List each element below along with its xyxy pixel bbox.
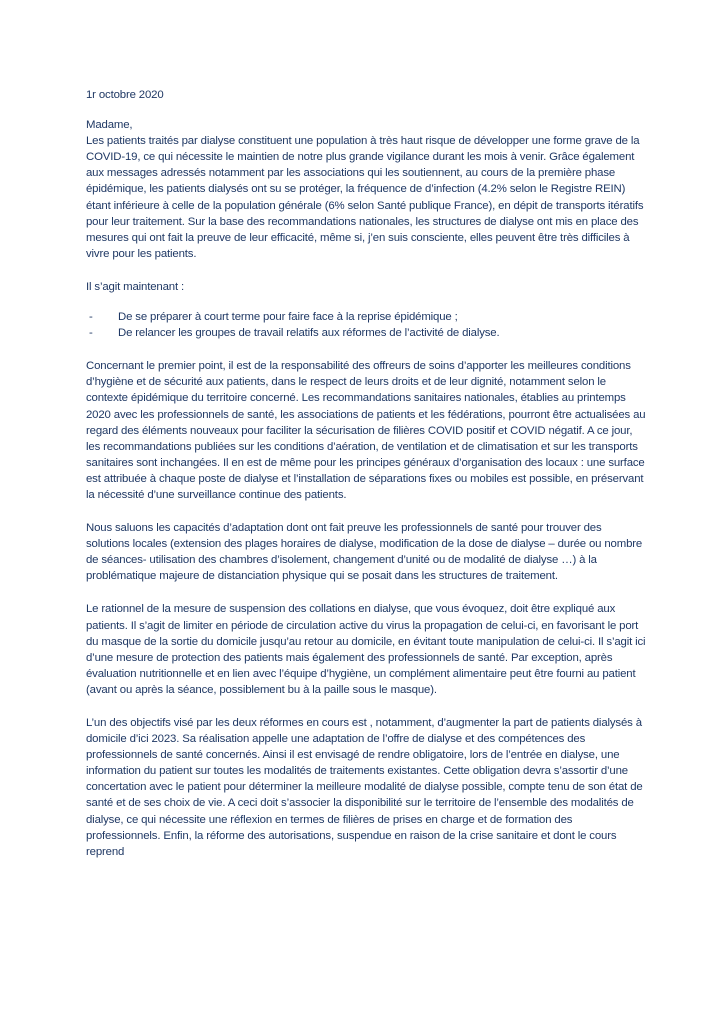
paragraph-lead-in: Il s’agit maintenant : xyxy=(86,280,185,293)
paragraph-collations: Le rationnel de la mesure de suspension des collations en dialyse, que vous évoquez, doit être expliqué aux patients. Il s’agit de limiter en période de circulation active du virus la propagation de celui-ci, en favorisant le port du masque de la sortie du domicile jusqu’au retour au domicile, en évitant toute manipulation de celui-ci. Il s’agit ici d’une mesure de protection des patients mais également des professionnels de santé. Par exception, après évaluation nutritionnelle et en lien avec l’équipe d’hygiène, un complément alimentaire peut être fourni au patient (avant ou après la séance, possiblement bu à la paille sous le masque). xyxy=(86,603,646,696)
letter-body xyxy=(86,87,646,860)
list-item-text: De se préparer à court terme pour faire face à la reprise épidémique ; xyxy=(118,311,458,324)
paragraph-adaptation: Nous saluons les capacités d’adaptation dont ont fait preuve les professionnels de santé pour trouver des solutions locales (extension des plages horaires de dialyse, modification de la dose de dialyse – durée ou nombre de séances- utilisation des chambres d’isolement, changement d’unité ou de modalité de dialyse …) à la problématique majeure de distanciation physique qui se posait dans les structures de traitement. xyxy=(86,522,643,583)
list-marker: - xyxy=(89,327,93,340)
list-marker: - xyxy=(89,311,93,324)
paragraph-reforms: L’un des objectifs visé par les deux réformes en cours est , notamment, d’augmenter la part de patients dialysés à domicile d’ici 2023. Sa réalisation appelle une adaptation de l’offre de dialyse et des compétences des professionnels de santé concernés. Ainsi il est envisagé de rendre obligatoire, lors de l’entrée en dialyse, une information du patient sur toutes les modalités de traitements existantes. Cette obligation devra s’assortir d’une concertation avec le patient pour déterminer la meilleure modalité de dialyse possible, compte tenu de son état de santé et de ses choix de vie. A ceci doit s’associer la disponibilité sur le territoire de l’ensemble des modalités de dialyse, ce qui nécessite une réflexion en termes de filières de prises en charge et de formation des professionnels. Enfin, la réforme des autorisations, suspendue en raison de la crise sanitaire et dont le cours reprend xyxy=(86,717,643,858)
objectives-list xyxy=(86,309,646,341)
list-item xyxy=(86,309,646,325)
paragraph-intro: Les patients traités par dialyse constituent une population à très haut risque de développer une forme grave de la COVID-19, ce qui nécessite le maintien de notre plus grande vigilance durant les mois à venir. Grâce également aux messages adressés notamment par les associations qui les soutiennent, au cours de la première phase épidémique, les patients dialysés ont su se protéger, la fréquence de d’infection (4.2% selon le Registre REIN) étant inférieure à celle de la population générale (6% selon Santé publique France), en dépit de transports itératifs pour leur traitement. Sur la base des recommandations nationales, les structures de dialyse ont mis en place des mesures qui ont fait la preuve de leur efficacité, même si, j’en suis consciente, elles peuvent être très difficiles à vivre pour les patients. xyxy=(86,135,644,260)
paragraph-hygiene: Concernant le premier point, il est de la responsabilité des offreurs de soins d’apporter les meilleures conditions d’hygiène et de sécurité aux patients, dans le respect de leurs droits et de leur dignité, notamment selon le contexte épidémique du territoire concerné. Les recommandations sanitaires nationales, établies au printemps 2020 avec les professionnels de santé, les associations de patients et les fédérations, pourront être actualisées au regard des éléments nouveaux pour faciliter la sécurisation de filières COVID positif et COVID négatif. A ce jour, les recommandations publiées sur les conditions d’aération, de ventilation et de climatisation et sur les transports sanitaires sont inchangées. Il en est de même pour les principes généraux d’organisation des locaux : une surface est attribuée à chaque poste de dialyse et l’installation de séparations fixes ou mobiles est possible, en préservant la nécessité d’une surveillance continue des patients. xyxy=(86,360,646,501)
salutation: Madame, xyxy=(86,119,133,132)
letter-date: 1r octobre 2020 xyxy=(86,89,164,101)
list-item-text: De relancer les groupes de travail relatifs aux réformes de l’activité de dialyse. xyxy=(118,327,500,340)
list-item xyxy=(86,325,646,341)
